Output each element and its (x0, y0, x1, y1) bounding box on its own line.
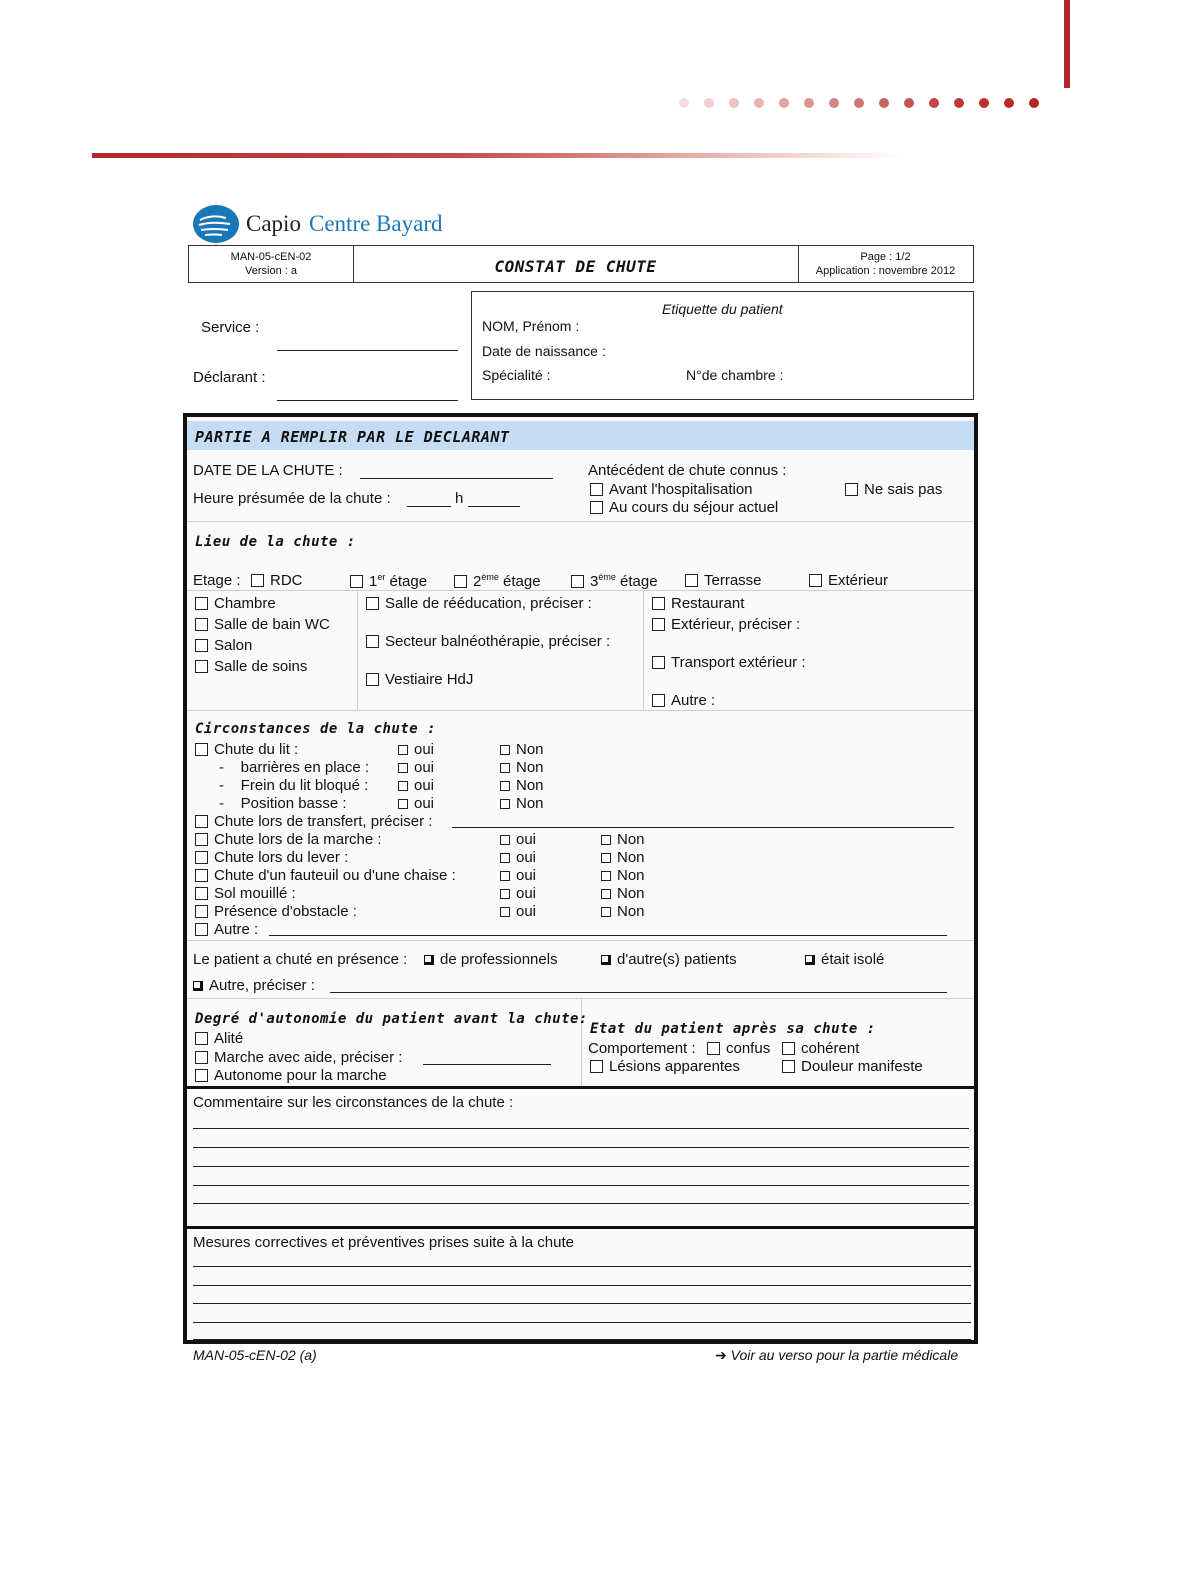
checkbox-icon (366, 635, 379, 648)
heure-hour-field[interactable] (407, 506, 451, 507)
ne-sais-pas[interactable]: Ne sais pas (845, 481, 942, 498)
chute-transfert[interactable]: Chute lors de transfert, préciser : (195, 813, 432, 830)
header-rule (92, 153, 902, 158)
sol-non[interactable]: Non (601, 885, 645, 902)
presence-isole[interactable]: était isolé (805, 951, 884, 968)
lieu-balneotherapie[interactable]: Secteur balnéothérapie, préciser : (366, 633, 610, 650)
lieu-vestiaire[interactable]: Vestiaire HdJ (366, 671, 473, 688)
heure-separator: h (455, 490, 464, 507)
footer-ref: MAN-05-cEN-02 (a) (193, 1347, 317, 1363)
checkbox-icon (195, 815, 208, 828)
column-divider (643, 590, 644, 710)
checkbox-icon (500, 889, 510, 899)
declarant-field[interactable] (277, 400, 458, 401)
checkbox-icon (685, 574, 698, 587)
barrieres-oui[interactable]: oui (398, 759, 434, 776)
etage-row (193, 572, 973, 592)
sol-oui[interactable]: oui (500, 885, 536, 902)
etat-confus[interactable]: confus (707, 1040, 770, 1057)
obstacle-non[interactable]: Non (601, 903, 645, 920)
mesures-line[interactable] (193, 1322, 971, 1323)
lieu-reeducation[interactable]: Salle de rééducation, préciser : (366, 595, 592, 612)
presence-patients[interactable]: d'autre(s) patients (601, 951, 737, 968)
mesures-line[interactable] (193, 1339, 971, 1340)
marche-oui[interactable]: oui (500, 831, 536, 848)
declarant-form (183, 413, 978, 1344)
checkbox-icon (500, 907, 510, 917)
lieu-title: Lieu de la chute : (195, 534, 356, 550)
header-table (188, 245, 974, 283)
checkbox-icon (195, 905, 208, 918)
section-separator (187, 1086, 974, 1089)
checkbox-icon (601, 871, 611, 881)
checkbox-icon (652, 618, 665, 631)
autonomie-marche-aide[interactable]: Marche avec aide, préciser : (195, 1049, 402, 1066)
checkbox-icon (350, 575, 363, 588)
checkbox-icon (571, 575, 584, 588)
checkbox-icon (195, 743, 208, 756)
antecedent-avant[interactable]: Avant l'hospitalisation (590, 481, 753, 498)
checkbox-icon (652, 656, 665, 669)
checkbox-icon (195, 597, 208, 610)
chute-marche[interactable]: Chute lors de la marche : (195, 831, 382, 848)
circonstance-autre[interactable]: Autre : (195, 921, 258, 938)
patient-label-box (471, 291, 974, 400)
footer-note: ➔ Voir au verso pour la partie médicale (715, 1347, 959, 1363)
logo-text-capio: Capio (246, 211, 301, 236)
presence-obstacle[interactable]: Présence d'obstacle : (195, 903, 357, 920)
lit-barrieres: - barrières en place : (219, 759, 370, 776)
checkbox-icon (500, 799, 510, 809)
version: Version : a (245, 265, 297, 277)
checkbox-icon (195, 639, 208, 652)
checkbox-icon (366, 673, 379, 686)
checkbox-icon (454, 575, 467, 588)
autonomie-title: Degré d'autonomie du patient avant la chute: (195, 1011, 588, 1027)
logo (192, 204, 492, 244)
lit-frein: - Frein du lit bloqué : (219, 777, 369, 794)
mesures-line[interactable] (193, 1303, 971, 1304)
page-number: Page : 1/2 (860, 251, 911, 263)
lieu-exterieur-preciser[interactable]: Extérieur, préciser : (652, 616, 800, 633)
divider (187, 521, 974, 522)
checkbox-icon (195, 618, 208, 631)
etage-2[interactable]: 2ème étage (454, 572, 541, 590)
etat-coherent[interactable]: cohérent (782, 1040, 859, 1057)
checkbox-icon (195, 1051, 208, 1064)
checkbox-icon (601, 853, 611, 863)
column-divider (357, 590, 358, 710)
checkbox-icon (195, 1069, 208, 1082)
checkbox-icon (601, 907, 611, 917)
checkbox-icon (500, 853, 510, 863)
hand-logo-icon (192, 204, 240, 244)
position-non[interactable]: Non (500, 795, 544, 812)
antecedent-sejour[interactable]: Au cours du séjour actuel (590, 499, 778, 516)
frein-oui[interactable]: oui (398, 777, 434, 794)
chute-lever[interactable]: Chute lors du lever : (195, 849, 348, 866)
lieu-restaurant[interactable]: Restaurant (652, 595, 744, 612)
mesures-label: Mesures correctives et préventives prises suite à la chute (193, 1234, 574, 1251)
checkbox-icon (195, 1032, 208, 1045)
etage-rdc[interactable]: RDC (251, 572, 303, 589)
date-label: DATE DE LA CHUTE : (193, 462, 343, 479)
divider (187, 590, 974, 591)
position-oui[interactable]: oui (398, 795, 434, 812)
presence-professionnels[interactable]: de professionnels (424, 951, 558, 968)
commentaire-line[interactable] (193, 1203, 969, 1204)
etage-exterieur[interactable]: Extérieur (809, 572, 888, 589)
autonomie-alite[interactable]: Alité (195, 1030, 243, 1047)
checkbox-icon (500, 763, 510, 773)
etage-3[interactable]: 3ème étage (571, 572, 658, 590)
service-field[interactable] (277, 350, 458, 351)
checkbox-icon (366, 597, 379, 610)
lever-oui[interactable]: oui (500, 849, 536, 866)
mesures-line[interactable] (193, 1266, 971, 1267)
checkbox-icon (805, 955, 815, 965)
commentaire-line[interactable] (193, 1166, 969, 1167)
arrow-right-icon: ➔ (715, 1347, 727, 1363)
lieu-chambre[interactable]: Chambre (195, 595, 276, 612)
checkbox-icon (590, 483, 603, 496)
checkbox-icon (845, 483, 858, 496)
sol-mouille[interactable]: Sol mouillé : (195, 885, 296, 902)
commentaire-label: Commentaire sur les circonstances de la chute : (193, 1094, 514, 1111)
checkbox-icon (398, 745, 408, 755)
heure-label: Heure présumée de la chute : (193, 490, 391, 507)
checkbox-icon (601, 835, 611, 845)
declarant-label: Déclarant : (193, 369, 266, 386)
checkbox-icon (500, 835, 510, 845)
etat-douleur[interactable]: Douleur manifeste (782, 1058, 923, 1075)
chambre-label: N°de chambre : (686, 367, 784, 383)
checkbox-icon (195, 851, 208, 864)
transfert-field[interactable] (452, 827, 954, 828)
dob-label: Date de naissance : (482, 343, 606, 359)
checkbox-icon (601, 889, 611, 899)
lever-non[interactable]: Non (601, 849, 645, 866)
checkbox-icon (424, 955, 434, 965)
lit-position: - Position basse : (219, 795, 347, 812)
checkbox-icon (398, 763, 408, 773)
presence-label: Le patient a chuté en présence : (193, 951, 408, 968)
autonomie-autonome[interactable]: Autonome pour la marche (195, 1067, 387, 1084)
antecedent-label: Antécédent de chute connus : (588, 462, 787, 479)
barrieres-non[interactable]: Non (500, 759, 544, 776)
checkbox-icon (398, 799, 408, 809)
checkbox-icon (251, 574, 264, 587)
lieu-autre[interactable]: Autre : (652, 692, 715, 709)
commentaire-line[interactable] (193, 1147, 969, 1148)
lit-non[interactable]: Non (500, 741, 544, 758)
lit-oui[interactable]: oui (398, 741, 434, 758)
circonstance-autre-field[interactable] (269, 935, 947, 936)
marche-aide-field[interactable] (423, 1064, 551, 1065)
mesures-line[interactable] (193, 1285, 971, 1286)
checkbox-icon (809, 574, 822, 587)
page-title: CONSTAT DE CHUTE (494, 257, 657, 276)
checkbox-icon (195, 660, 208, 673)
fauteuil-non[interactable]: Non (601, 867, 645, 884)
fauteuil-oui[interactable]: oui (500, 867, 536, 884)
circonstances-title: Circonstances de la chute : (195, 721, 437, 737)
ref-code: MAN-05-cEN-02 (230, 251, 312, 263)
checkbox-icon (590, 1060, 603, 1073)
specialite-label: Spécialité : (482, 367, 551, 383)
comportement-label: Comportement : (588, 1040, 696, 1057)
checkbox-icon (652, 597, 665, 610)
chute-du-lit[interactable]: Chute du lit : (195, 741, 298, 758)
checkbox-icon (500, 871, 510, 881)
etage-1[interactable]: 1er étage (350, 572, 427, 590)
etage-terrasse[interactable]: Terrasse (685, 572, 762, 589)
chute-fauteuil[interactable]: Chute d'un fauteuil ou d'une chaise : (195, 867, 456, 884)
checkbox-icon (500, 781, 510, 791)
logo-text-centre: Centre Bayard (309, 211, 443, 236)
checkbox-icon (195, 923, 208, 936)
checkbox-icon (193, 981, 203, 991)
etage-label: Etage : (193, 572, 241, 589)
presence-autre-field[interactable] (330, 992, 947, 993)
obstacle-oui[interactable]: oui (500, 903, 536, 920)
checkbox-icon (652, 694, 665, 707)
divider (187, 710, 974, 711)
lieu-transport[interactable]: Transport extérieur : (652, 654, 806, 671)
frein-non[interactable]: Non (500, 777, 544, 794)
etat-title: Etat du patient après sa chute : (590, 1021, 876, 1037)
lieu-salon[interactable]: Salon (195, 637, 252, 654)
checkbox-icon (195, 887, 208, 900)
commentaire-line[interactable] (193, 1128, 969, 1129)
presence-autre[interactable]: Autre, préciser : (193, 977, 315, 994)
nom-label: NOM, Prénom : (482, 318, 580, 334)
checkbox-icon (195, 869, 208, 882)
checkbox-icon (782, 1042, 795, 1055)
marche-non[interactable]: Non (601, 831, 645, 848)
checkbox-icon (782, 1060, 795, 1073)
checkbox-icon (590, 501, 603, 514)
decorative-dots (0, 0, 1191, 120)
checkbox-icon (398, 781, 408, 791)
section-separator (187, 1226, 974, 1229)
lieu-salle-de-bain[interactable]: Salle de bain WC (195, 616, 330, 633)
checkbox-icon (601, 955, 611, 965)
date-field[interactable] (360, 478, 553, 479)
service-label: Service : (201, 319, 260, 336)
application-date: Application : novembre 2012 (815, 265, 956, 277)
lieu-salle-de-soins[interactable]: Salle de soins (195, 658, 307, 675)
section-title: PARTIE A REMPLIR PAR LE DECLARANT (195, 428, 510, 446)
checkbox-icon (195, 833, 208, 846)
patient-box-title: Etiquette du patient (662, 301, 783, 317)
etat-lesions[interactable]: Lésions apparentes (590, 1058, 740, 1075)
checkbox-icon (500, 745, 510, 755)
divider (187, 940, 974, 941)
checkbox-icon (707, 1042, 720, 1055)
commentaire-line[interactable] (193, 1185, 969, 1186)
heure-minute-field[interactable] (468, 506, 520, 507)
